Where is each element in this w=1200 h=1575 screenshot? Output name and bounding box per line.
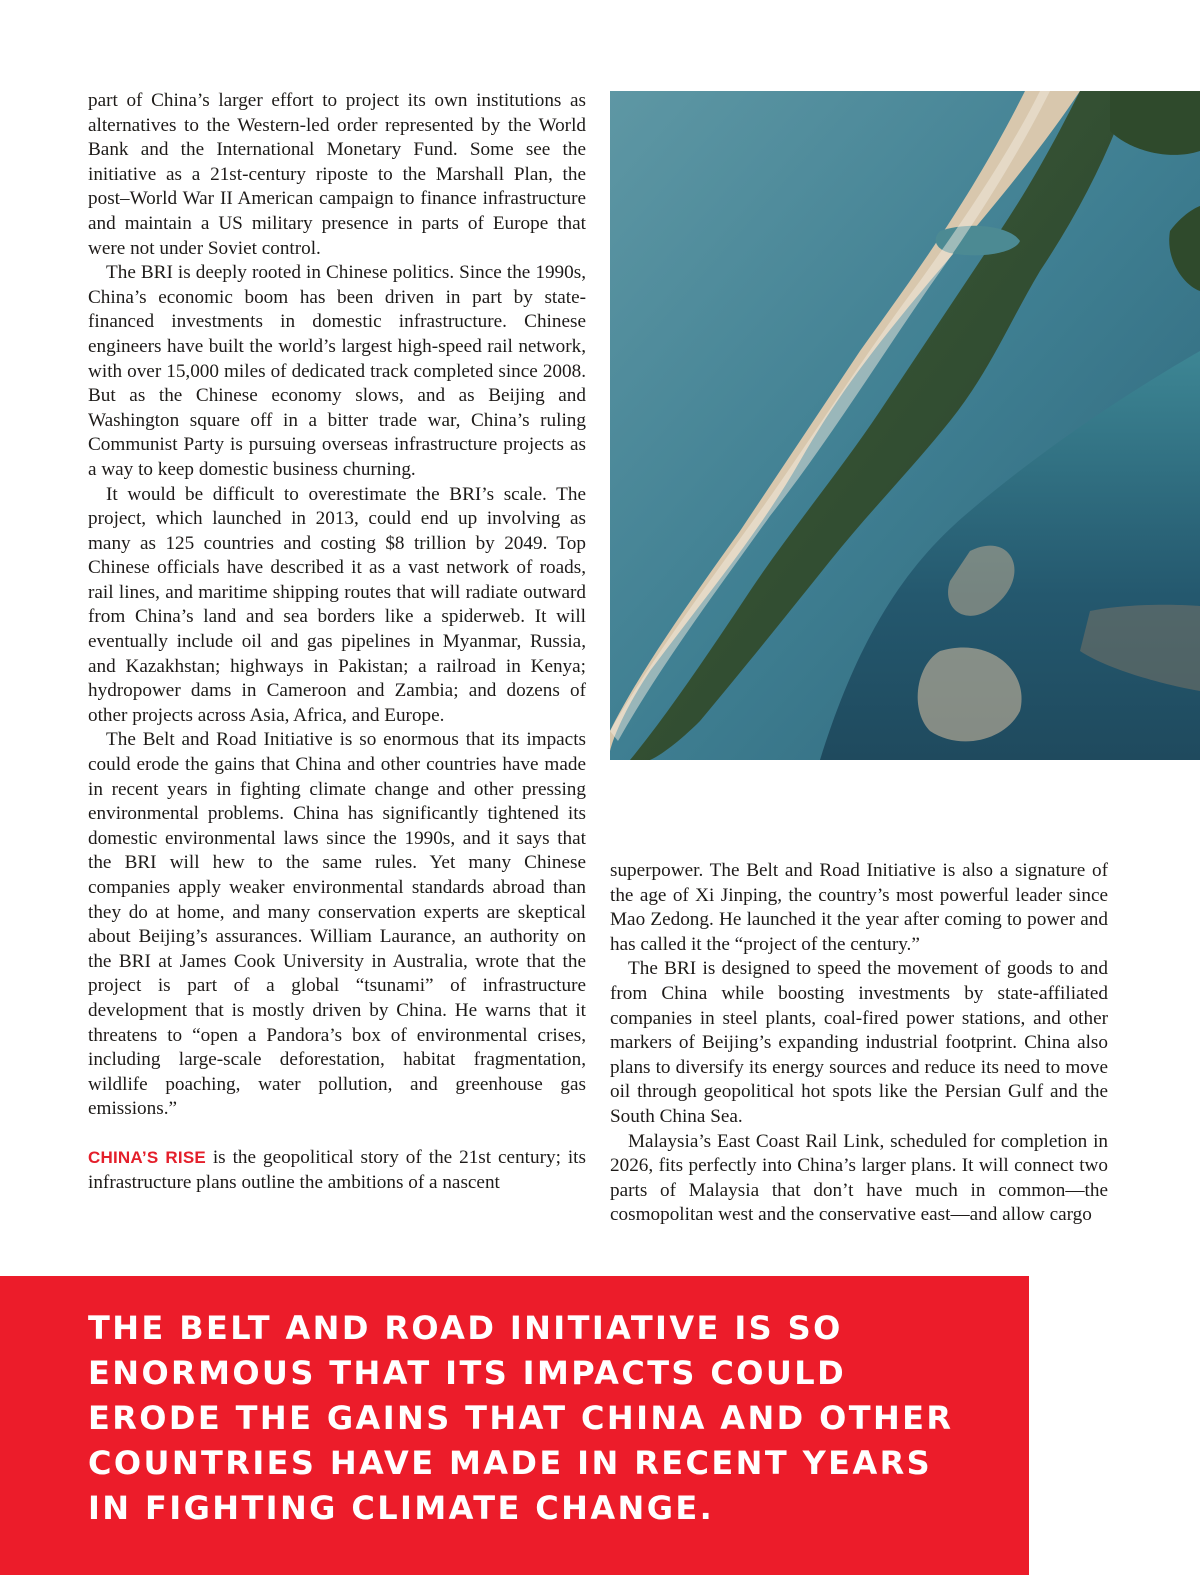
- left-column: [88, 89, 586, 1195]
- paragraph-chinas-rise: [88, 1146, 586, 1195]
- paragraph-superpower: superpower. The Belt and Road Initiative is also a signature of the age of Xi Jinping, the country’s most powerful leader since Mao Zedong. He launched it the year after coming to power and has called it the “project of the century.”: [610, 860, 1108, 955]
- aerial-photo-illustration: [610, 91, 1200, 760]
- paragraph-east-coast-rail: Malaysia’s East Coast Rail Link, scheduled for completion in 2026, fits perfectly into China’s larger plans. It will connect two parts of Malaysia that don’t have much in common—the cosmopolitan west and the conservative east—and allow cargo: [610, 1130, 1108, 1226]
- aerial-coastline-photo: [610, 91, 1200, 760]
- paragraph-bri-scale: It would be difficult to overestimate the BRI’s scale. The project, which launched in 2013, could end up involving as many as 125 countries and costing $8 trillion by 2049. Top Chinese officials have described it as a vast network of roads, rail lines, and maritime shipping routes that will radiate outward from China’s land and sea borders like a spiderweb. It will eventually include oil and gas pipelines in Myanmar, Russia, and Kazakhstan; highways in Pakistan; a railroad in Kenya; hydropower dams in Cameroon and Zambia; and dozens of other projects across Asia, Africa, and Europe.: [88, 483, 586, 726]
- paragraph-bri-design: The BRI is designed to speed the movement of goods to and from China while boosting investments by state-affiliated companies in steel plants, coal-fired power stations, and other markers of Beijing’s expanding industrial footprint. China also plans to diversify its energy sources and reduce its need to move oil through geopolitical hot spots like the Persian Gulf and the South China Sea.: [610, 958, 1108, 1127]
- paragraph-institutions: part of China’s larger effort to project its own institutions as alternatives to the Western-led order represented by the World Bank and the International Monetary Fund. Some see the initiative as a 21st-century riposte to the Marshall Plan, the post–World War II American campaign to finance infrastructure and maintain a US military presence in parts of Europe that were not under Soviet control.: [88, 90, 586, 259]
- pull-quote-text: THE BELT AND ROAD INITIATIVE IS SO ENORMOUS THAT ITS IMPACTS COULD ERODE THE GAINS THAT CHINA AND OTHER COUNTRIES HAVE MADE IN RECENT YEARS IN FIGHTING CLIMATE CHANGE.: [88, 1309, 954, 1527]
- right-column: [610, 859, 1108, 1228]
- section-gap: [88, 1122, 586, 1146]
- lead-in-chinas-rise: CHINA’S RISE: [88, 1147, 206, 1167]
- pull-quote-box: [0, 1276, 1029, 1575]
- paragraph-chinas-rise-text: is the geopolitical story of the 21st century; its infrastructure plans outline the ambitions of a nascent: [88, 1146, 586, 1193]
- paragraph-environmental-impact: The Belt and Road Initiative is so enormous that its impacts could erode the gains that China and other countries have made in recent years in fighting climate change and other pressing environmental problems. China has significantly tightened its domestic environmental laws since the 1990s, and it says that the BRI will hew to the same rules. Yet many Chinese companies apply weaker environmental standards abroad than they do at home, and many conservation experts are skeptical about Beijing’s assurances. William Laurance, an authority on the BRI at James Cook University in Australia, wrote that the project is part of a global “tsunami” of infrastructure development that is mostly driven by China. He warns that it threatens to “open a Pandora’s box of environmental crises, including large-scale deforestation, habitat fragmentation, wildlife poaching, water pollution, and greenhouse gas emissions.”: [88, 729, 586, 1120]
- paragraph-chinese-politics: The BRI is deeply rooted in Chinese politics. Since the 1990s, China’s economic boom has been driven in part by state-financed investments in domestic infrastructure. Chinese engineers have built the world’s largest high-speed rail network, with over 15,000 miles of dedicated track completed since 2008. But as the Chinese economy slows, and as Beijing and Washington square off in a bitter trade war, China’s ruling Communist Party is pursuing overseas infrastructure projects as a way to keep domestic business churning.: [88, 262, 586, 480]
